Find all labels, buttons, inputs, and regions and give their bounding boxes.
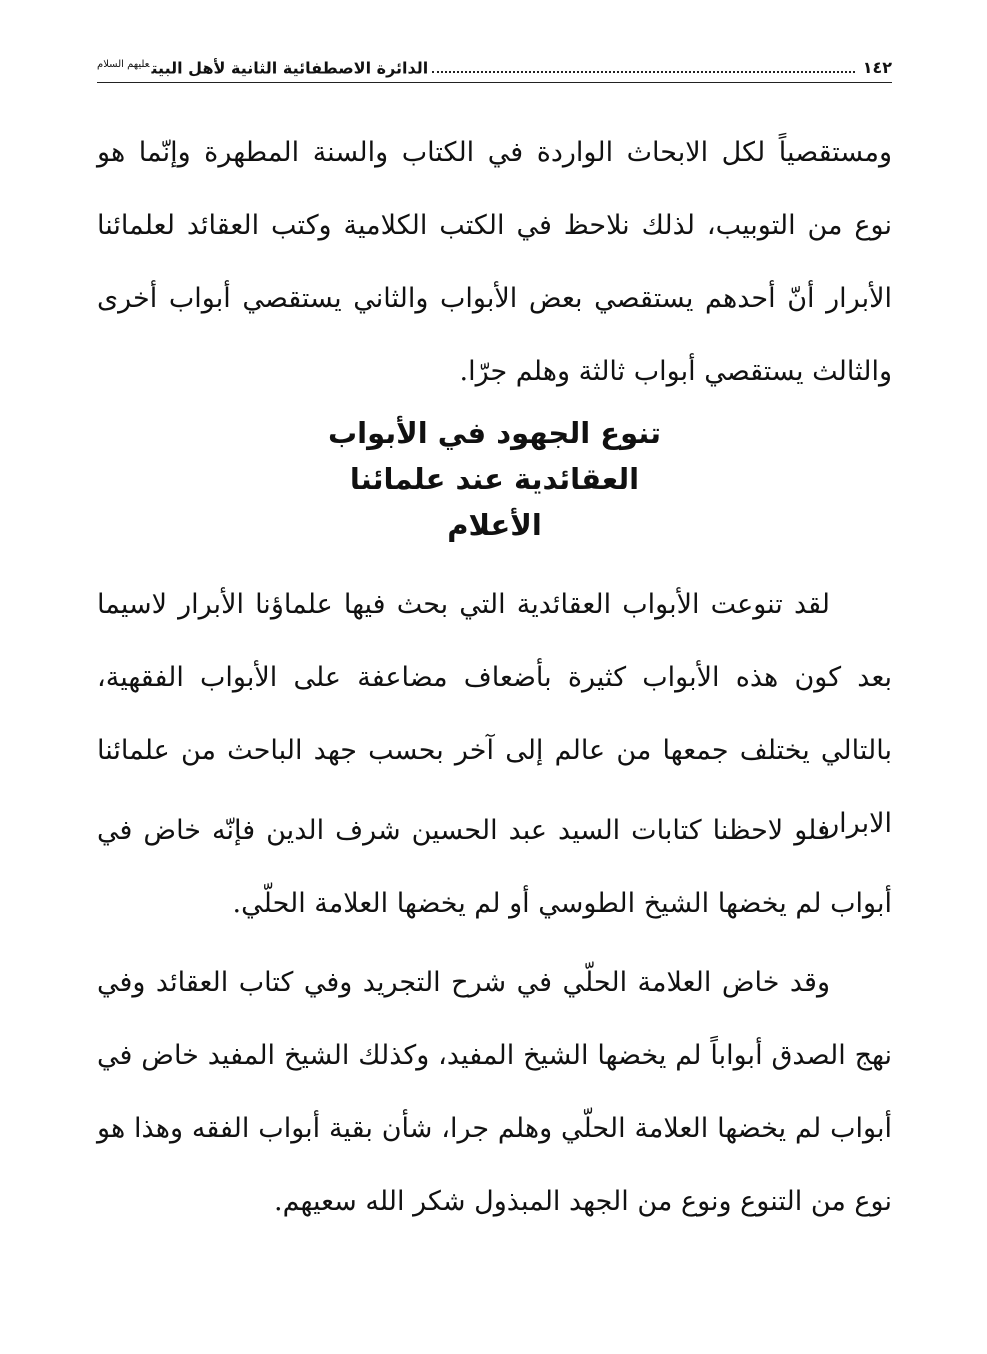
paragraph-1: ومستقصياً لكل الابحاث الواردة في الكتاب والسنة المطهرة وإنّما هو نوع من التوبيب، لذلك نلاحظ في الكتب الكلامية وكتب العقائد لعلمائنا الأبرار أنّ أحدهم يستقصي بعض الأبواب والثاني يستقصي أبواب أخرى والثالث يستقصي أبواب ثالثة وهلم جرّا.	[97, 137, 892, 387]
paragraph-2: لقد تنوعت الأبواب العقائدية التي بحث فيها علماؤنا الأبرار لاسيما بعد كون هذه الأبواب كثيرة بأضعاف مضاعفة على الأبواب الفقهية، بالتالي يختلف جمعها من عالم إلى آخر بحسب جهد الباحث من علمائنا الابرار.	[97, 589, 892, 839]
running-title-text: الدائرة الاصطفائية الثانية لأهل البيت	[151, 58, 429, 77]
section-heading-line-3: الأعلام	[447, 508, 542, 542]
paragraph-3: فلو لاحظنا كتابات السيد عبد الحسين شرف الدين فإنّه خاض في أبواب لم يخضها الشيخ الطوسي أو لم يخضها العلامة الحلّي.	[97, 815, 892, 919]
header-rule	[97, 82, 892, 83]
honorific-mark: عليهم السلام	[97, 58, 150, 70]
section-heading	[97, 410, 892, 548]
running-header	[97, 52, 892, 78]
section-heading-line-1: تنوع الجهود في الأبواب	[328, 416, 661, 450]
header-dot-leader	[432, 70, 854, 73]
page-number: ١٤٢	[862, 58, 892, 77]
paragraph-4: وقد خاض العلامة الحلّي في شرح التجريد وفي كتاب العقائد وفي نهج الصدق أبواباً لم يخضها الشيخ المفيد، وكذلك الشيخ المفيد خاض في أبواب لم يخضها العلامة الحلّي وهلم جرا، شأن بقية أبواب الفقه وهذا هو نوع من التنوع ونوع من الجهد المبذول شكر الله سعيهم.	[97, 967, 892, 1217]
running-title	[97, 55, 428, 78]
section-heading-line-2: العقائدية عند علمائنا	[349, 462, 640, 496]
